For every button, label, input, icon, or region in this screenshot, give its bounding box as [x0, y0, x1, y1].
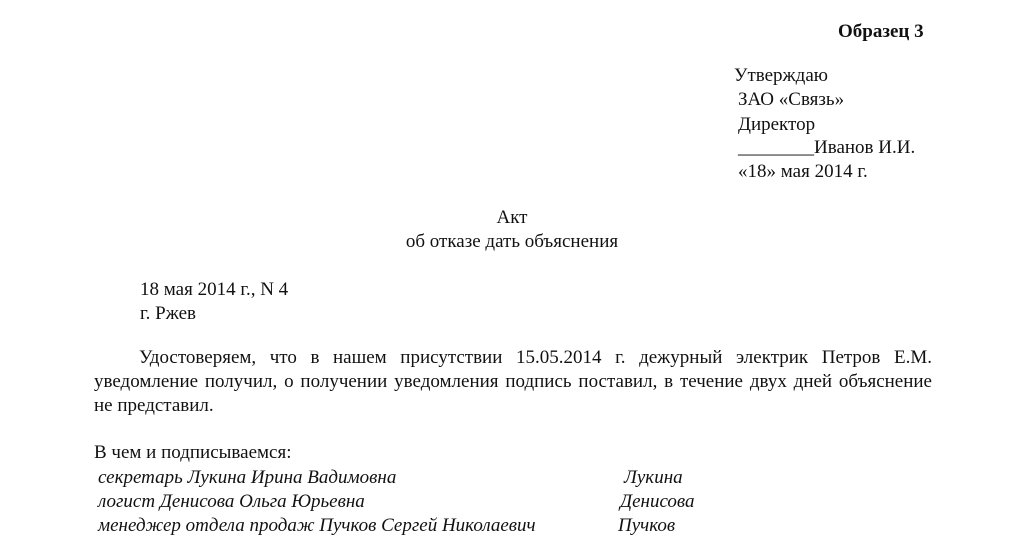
act-date-number: 18 мая 2014 г., N 4	[140, 279, 289, 300]
approval-company: ЗАО «Связь»	[738, 89, 845, 110]
signatory-role-name: секретарь Лукина Ирина Вадимовна	[98, 467, 397, 488]
sample-label: Образец 3	[838, 21, 924, 42]
approval-date: «18» мая 2014 г.	[738, 161, 868, 182]
approval-signature: ________Иванов И.И.	[738, 137, 916, 158]
signatory-role-name: логист Денисова Ольга Юрьевна	[98, 491, 365, 512]
signatory-signature: Пучков	[618, 515, 676, 536]
act-city: г. Ржев	[140, 303, 196, 324]
closing-line: В чем и подписываемся:	[94, 442, 292, 463]
signatory-signature: Денисова	[620, 491, 695, 512]
signatory-signature: Лукина	[624, 467, 683, 488]
approval-approve: Утверждаю	[734, 65, 828, 86]
approval-position: Директор	[738, 114, 816, 135]
title-line-1: Акт	[496, 207, 528, 228]
body-paragraph	[94, 346, 932, 418]
title-line-2: об отказе дать объяснения	[405, 231, 619, 252]
body-text: Удостоверяем, что в нашем присутствии 15.05.2014 г. дежурный электрик Петров Е.М. уведомление получил, о получении уведомления подпись поставил, в течение двух дней объяснение не представил.	[94, 347, 932, 416]
signatory-role-name: менеджер отдела продаж Пучков Сергей Николаевич	[98, 515, 536, 536]
